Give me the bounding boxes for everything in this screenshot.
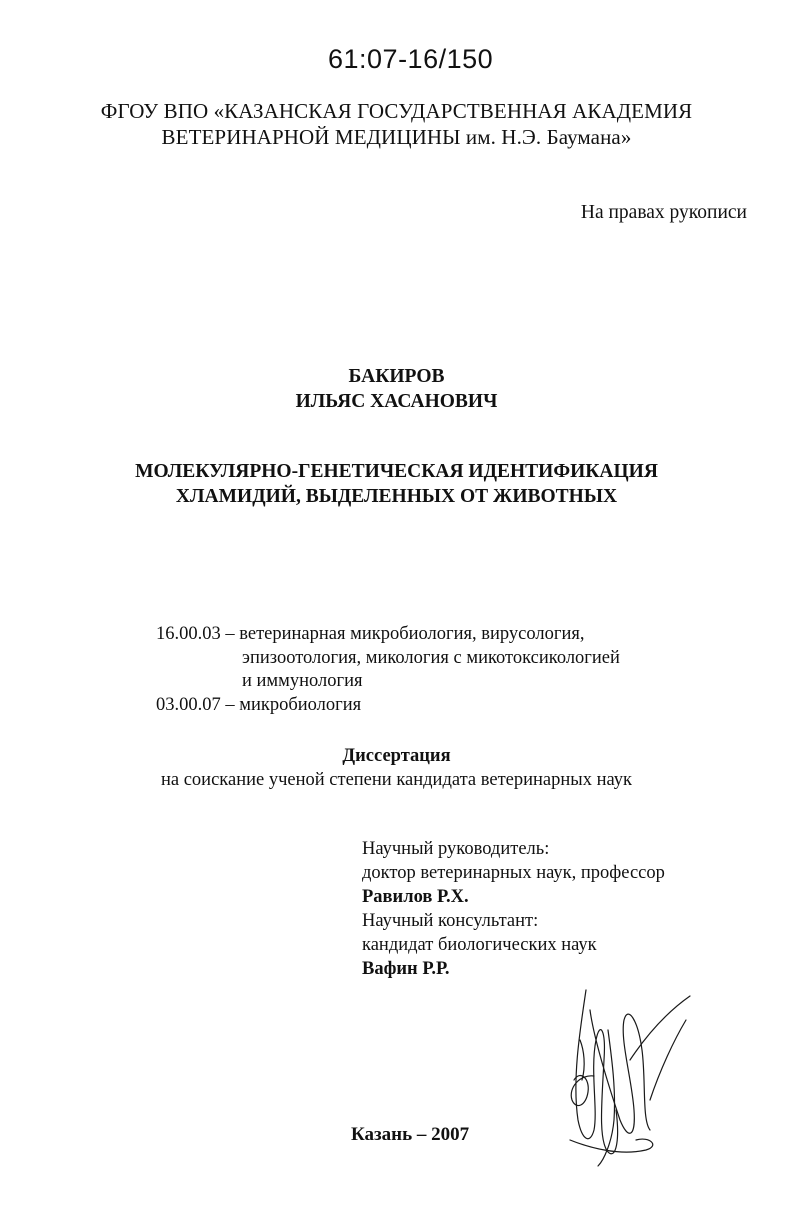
organization-line-2: ВЕТЕРИНАРНОЙ МЕДИЦИНЫ им. Н.Э. Баумана» <box>161 125 632 149</box>
consultant-name: Вафин Р.Р. <box>362 959 450 979</box>
dissertation-label: Диссертация <box>342 746 451 766</box>
specialty-2-code: 03.00.07 <box>156 694 221 715</box>
author-name: ИЛЬЯС ХАСАНОВИЧ <box>295 391 498 412</box>
organization-header <box>0 98 793 150</box>
dissertation-description: на соискание ученой степени кандидата ветеринарных наук <box>160 770 633 790</box>
archive-code: 61:07-16/150 <box>328 44 494 74</box>
rights-note: На правах рукописи <box>580 202 747 223</box>
advisor-name: Равилов Р.Х. <box>362 887 469 907</box>
specialty-2-line-1: – микробиология <box>225 694 362 715</box>
city-year: Казань – 2007 <box>351 1124 470 1145</box>
specialty-1-line-1: – ветеринарная микробиология, вирусология, <box>225 624 585 644</box>
advisor-label: Научный руководитель: <box>362 839 550 859</box>
handwritten-signature <box>550 970 700 1170</box>
specialties-block <box>156 623 620 717</box>
consultant-label: Научный консультант: <box>362 911 539 931</box>
supervisors-block <box>362 837 665 981</box>
advisor-title: доктор ветеринарных наук, профессор <box>362 863 665 883</box>
author-surname: БАКИРОВ <box>348 366 445 387</box>
consultant-title: кандидат биологических наук <box>362 935 597 955</box>
dissertation-title <box>0 459 793 509</box>
organization-line-1: ФГОУ ВПО «КАЗАНСКАЯ ГОСУДАРСТВЕННАЯ АКАДЕМИЯ <box>100 99 693 123</box>
dissertation-block <box>0 744 793 792</box>
specialty-2 <box>156 694 620 718</box>
specialty-1-line-3: и иммунология <box>242 671 363 691</box>
title-line-2: ХЛАМИДИЙ, ВЫДЕЛЕННЫХ ОТ ЖИВОТНЫХ <box>175 486 618 507</box>
title-line-1: МОЛЕКУЛЯРНО-ГЕНЕТИЧЕСКАЯ ИДЕНТИФИКАЦИЯ <box>135 461 658 482</box>
author-block <box>0 364 793 414</box>
specialty-1 <box>156 623 620 647</box>
specialty-1-line-2: эпизоотология, микология с микотоксикологией <box>242 647 620 668</box>
specialty-1-code: 16.00.03 <box>156 624 221 644</box>
